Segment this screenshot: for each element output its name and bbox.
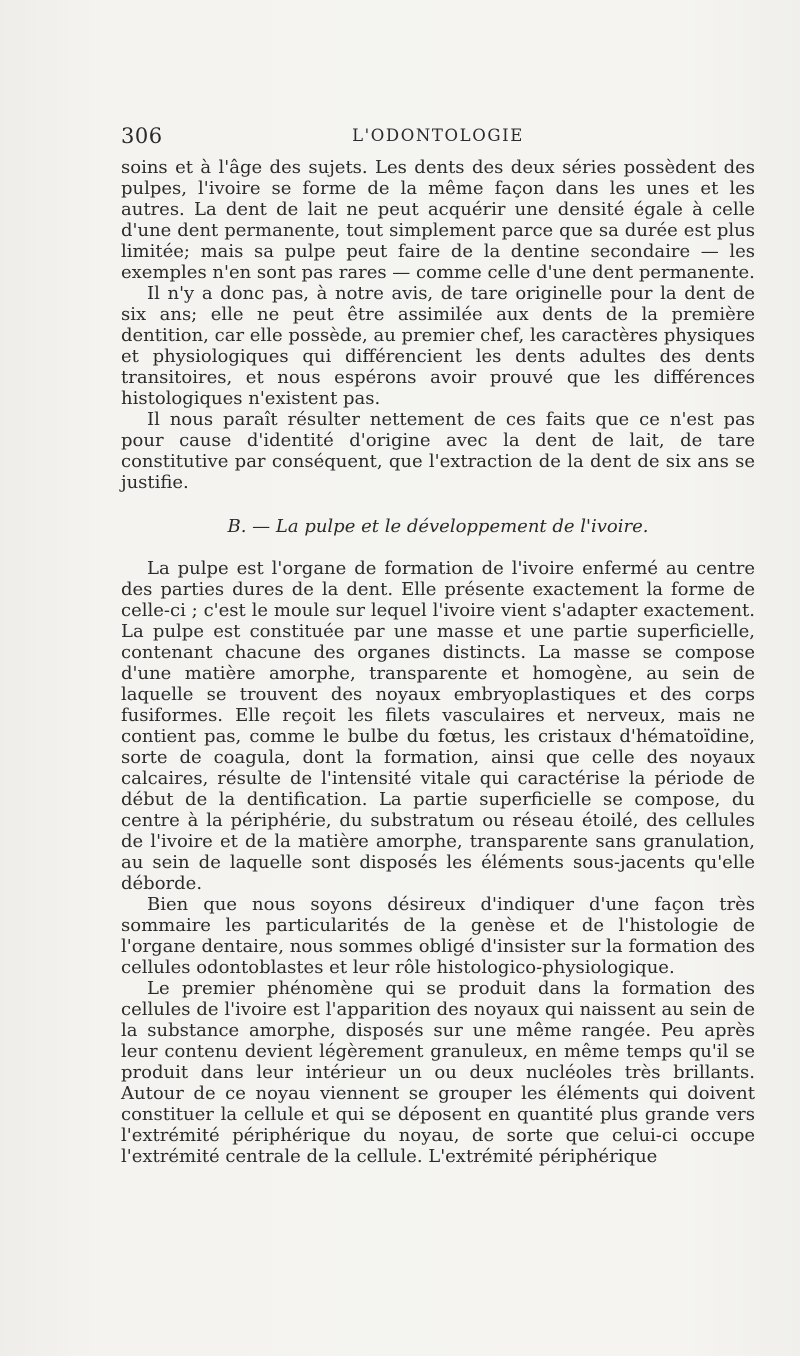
paragraph-4: La pulpe est l'organe de formation de l'ivoire enfermé au centre des parties dures de la dent. Elle présente exactement la forme de celle-ci ; c'est le moule sur lequel l'ivoire vient s'adapter exactement. La pulpe est constituée par une masse et une partie superficielle, contenant chacune des organes distincts. La masse se compose d'une matière amorphe, transparente et homogène, au sein de laquelle se trouvent des noyaux embryoplastiques et des corps fusiformes. Elle reçoit les filets vasculaires et nerveux, mais ne contient pas, comme le bulbe du fœtus, les cristaux d'hématoïdine, sorte de coagula, dont la formation, ainsi que celle des noyaux calcaires, résulte de l'intensité vitale qui caractérise la période de début de la dentification. La partie superficielle se compose, du centre à la périphérie, du substratum ou réseau étoilé, des cellules de l'ivoire et de la matière amorphe, transparente sans granulation, au sein de laquelle sont disposés les éléments sous-jacents qu'elle déborde.: [121, 558, 755, 894]
paragraph-2: Il n'y a donc pas, à notre avis, de tare originelle pour la dent de six ans; elle ne peut être assimilée aux dents de la première dentition, car elle possède, au premier chef, les caractères physiques et physiologiques qui différencient les dents adultes des dents transitoires, et nous espérons avoir prouvé que les différences histologiques n'existent pas.: [121, 283, 755, 409]
paragraph-3: Il nous paraît résulter nettement de ces faits que ce n'est pas pour cause d'identité d'origine avec la dent de lait, de tare constitutive par conséquent, que l'extraction de la dent de six ans se justifie.: [121, 409, 755, 493]
running-head: L'ODONTOLOGIE: [352, 126, 524, 145]
paragraph-5: Bien que nous soyons désireux d'indiquer d'une façon très sommaire les particularités de la genèse et de l'histologie de l'organe dentaire, nous sommes obligé d'insister sur la formation des cellules odontoblastes et leur rôle histologico-physiologique.: [121, 894, 755, 978]
section-title: B. — La pulpe et le développement de l'ivoire.: [227, 516, 649, 537]
body-text: [121, 157, 755, 1167]
paragraph-6: Le premier phénomène qui se produit dans la formation des cellules de l'ivoire est l'apparition des noyaux qui naissent au sein de la substance amorphe, disposés sur une même rangée. Peu après leur contenu devient légèrement granuleux, en même temps qu'il se produit dans leur intérieur un ou deux nucléoles très brillants. Autour de ce noyau viennent se grouper les éléments qui doivent constituer la cellule et qui se déposent en quantité plus grande vers l'extrémité périphérique du noyau, de sorte que celui-ci occupe l'extrémité centrale de la cellule. L'extrémité périphérique: [121, 978, 755, 1167]
page-number: 306: [121, 124, 163, 148]
page-header: [121, 124, 755, 154]
paragraph-1: soins et à l'âge des sujets. Les dents des deux séries possèdent des pulpes, l'ivoire se forme de la même façon dans les unes et les autres. La dent de lait ne peut acquérir une densité égale à celle d'une dent permanente, tout simplement parce que sa durée est plus limitée; mais sa pulpe peut faire de la dentine secondaire — les exemples n'en sont pas rares — comme celle d'une dent permanente.: [121, 157, 755, 283]
